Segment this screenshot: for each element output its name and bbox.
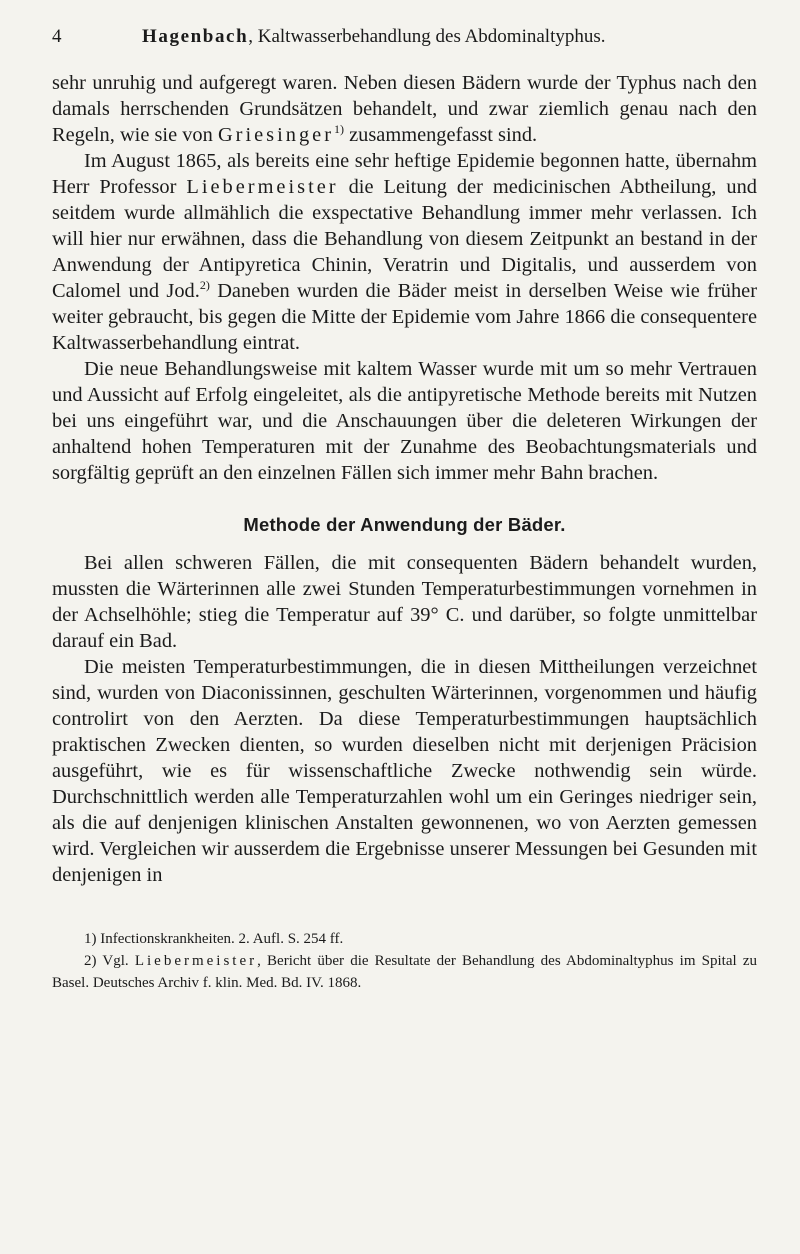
header-author: Hagenbach [142, 26, 249, 47]
author-name-liebermeister: Liebermeister [186, 176, 339, 198]
paragraph-2-text-b: die Leitung der medicinischen Abtheilung, und seitdem wurde allmählich die exspectative Behandlung immer mehr verlassen. Ich will hier nur erwähnen, dass die Behandlung von diesem Zeitpunkt an bestand in der Anwendung der Antipyretica Chinin, Veratrin und Digitalis, und ausserdem von Calomel und Jod. [52, 176, 757, 302]
footnote-ref-1: 1) [334, 122, 345, 137]
footnote-2-text-a: 2) Vgl. [84, 953, 135, 969]
paragraph-1-text-b: zusammengefasst sind. [344, 124, 538, 146]
section-heading: Methode der Anwendung der Bäder. [243, 514, 566, 535]
footnote-ref-2: 2) [199, 278, 210, 293]
page-number: 4 [52, 26, 62, 47]
paragraph-2 [52, 148, 757, 356]
main-text [52, 70, 757, 888]
book-page [52, 26, 757, 994]
paragraph-3: Die neue Behandlungsweise mit kaltem Wasser wurde mit um so mehr Vertrauen und Aussicht auf Erfolg eingeleitet, als die antipyretische Methode bereits mit Nutzen bei uns eingeführt war, und die Anschauungen über die deleteren Wirkungen der anhaltend hohen Temperaturen mit der Zunahme des Beobachtungsmaterials und sorgfältig geprüft an den einzelnen Fällen sich immer mehr Bahn brachen. [52, 358, 757, 484]
paragraph-2-text-a: Im August 1865, als bereits eine sehr heftige Epidemie begonnen hatte, übernahm Herr Professor [52, 150, 757, 198]
footnote-author-name: Liebermeister [134, 953, 258, 969]
footnote-2-text-b: , Bericht über die Resultate der Behandlung des Abdominaltyphus im Spital zu Basel. Deutsches Archiv f. klin. Med. Bd. IV. 1868. [52, 953, 757, 991]
running-title [142, 26, 606, 48]
paragraph-1 [52, 70, 757, 148]
footnotes [52, 928, 757, 994]
header-title: , Kaltwasserbehandlung des Abdominaltyphus. [248, 26, 606, 47]
paragraph-4: Bei allen schweren Fällen, die mit consequenten Bädern behandelt wurden, mussten die Wärterinnen alle zwei Stunden Temperaturbestimmungen vornehmen in der Achselhöhle; stieg die Temperatur auf 39° C. und darüber, so folgte unmittelbar darauf ein Bad. [52, 552, 757, 652]
paragraph-2-text-c: Daneben wurden die Bäder meist in derselben Weise wie früher weiter gebraucht, bis gegen die Mitte der Epidemie vom Jahre 1866 die consequentere Kaltwasserbehandlung eintrat. [52, 280, 757, 354]
author-name-griesinger: Griesinger [217, 124, 335, 146]
footnote-2 [52, 950, 757, 994]
paragraph-5: Die meisten Temperaturbestimmungen, die in diesen Mittheilungen verzeichnet sind, wurden von Diaconissinnen, geschulten Wärterinnen, vorgenommen und häufig controlirt von den Aerzten. Da diese Temperaturbestimmungen hauptsächlich praktischen Zwecken dienten, so wurden dieselben nicht mit derjenigen Präcision ausgeführt, wie es für wissenschaftliche Zwecke nothwendig sein würde. Durchschnittlich werden alle Temperaturzahlen wohl um ein Geringes niedriger sein, als die auf denjenigen klinischen Anstalten gewonnenen, wo von Aerzten gemessen wird. Vergleichen wir ausserdem die Ergebnisse unserer Messungen bei Gesunden mit denjenigen in [52, 656, 757, 886]
paragraph-1-text-a: sehr unruhig und aufgeregt waren. Neben diesen Bädern wurde der Typhus nach den damals herrschenden Grundsätzen behandelt, und zwar ziemlich genau nach den Regeln, wie sie von [52, 72, 757, 146]
footnote-1: 1) Infectionskrankheiten. 2. Aufl. S. 254 ff. [84, 931, 344, 947]
running-header [52, 26, 757, 56]
